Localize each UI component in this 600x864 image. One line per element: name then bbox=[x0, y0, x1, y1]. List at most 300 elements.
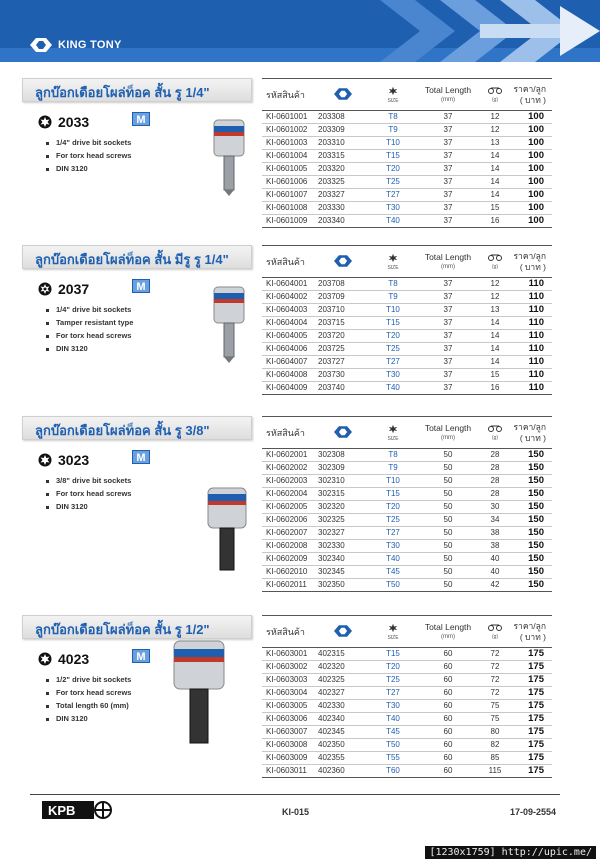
header-price bbox=[512, 417, 552, 449]
spec-list bbox=[46, 673, 131, 725]
total-length: 37 bbox=[418, 124, 478, 137]
item-code: 203310 bbox=[318, 137, 368, 150]
part-number: KI-0603002 bbox=[262, 661, 318, 674]
part-number: KI-0601001 bbox=[262, 111, 318, 124]
header-price bbox=[512, 616, 552, 648]
total-length: 50 bbox=[418, 449, 478, 462]
header-weight bbox=[478, 246, 512, 278]
header-size bbox=[368, 246, 418, 278]
weight: 13 bbox=[478, 304, 512, 317]
price-label: ราคา/ลูก bbox=[513, 421, 546, 432]
torx-size: T40 bbox=[368, 382, 418, 395]
table-row bbox=[262, 648, 552, 661]
total-length: 37 bbox=[418, 317, 478, 330]
weight: 72 bbox=[478, 687, 512, 700]
price: 150 bbox=[512, 462, 552, 475]
header-weight bbox=[478, 79, 512, 111]
product-code: 2037 bbox=[58, 281, 90, 297]
price: 150 bbox=[512, 527, 552, 540]
length-label: Total Length bbox=[424, 251, 472, 262]
product-section-3023 bbox=[0, 416, 600, 596]
product-code: 3023 bbox=[58, 452, 90, 468]
price: 100 bbox=[512, 215, 552, 228]
spec-list bbox=[46, 136, 131, 175]
spec-item: DIN 3120 bbox=[46, 500, 131, 513]
item-code: 203308 bbox=[318, 111, 368, 124]
table-row bbox=[262, 739, 552, 752]
price: 175 bbox=[512, 713, 552, 726]
item-code: 302350 bbox=[318, 579, 368, 592]
price: 100 bbox=[512, 124, 552, 137]
header-code: รหัสสินค้า bbox=[262, 246, 318, 278]
size-label: SIZE bbox=[387, 435, 399, 442]
item-code: 203320 bbox=[318, 163, 368, 176]
weight: 28 bbox=[478, 449, 512, 462]
torx-size: T25 bbox=[368, 176, 418, 189]
product-table bbox=[262, 245, 552, 395]
item-code: 203730 bbox=[318, 369, 368, 382]
price: 150 bbox=[512, 449, 552, 462]
price: 175 bbox=[512, 700, 552, 713]
weight: 75 bbox=[478, 700, 512, 713]
item-code: 203340 bbox=[318, 215, 368, 228]
torx-size: T15 bbox=[368, 648, 418, 661]
torx-size: T10 bbox=[368, 475, 418, 488]
item-code: 302309 bbox=[318, 462, 368, 475]
total-length: 50 bbox=[418, 540, 478, 553]
brand-logo bbox=[30, 36, 122, 54]
price: 175 bbox=[512, 739, 552, 752]
weight: 34 bbox=[478, 514, 512, 527]
spec-list bbox=[46, 474, 131, 513]
torx-size: T27 bbox=[368, 189, 418, 202]
price: 150 bbox=[512, 475, 552, 488]
total-length: 60 bbox=[418, 687, 478, 700]
torx-header-icon bbox=[388, 424, 398, 434]
item-code: 203727 bbox=[318, 356, 368, 369]
price: 110 bbox=[512, 278, 552, 291]
page-footer bbox=[30, 794, 560, 824]
price: 150 bbox=[512, 501, 552, 514]
metric-badge: M bbox=[132, 112, 150, 126]
part-number: KI-0601002 bbox=[262, 124, 318, 137]
weight: 16 bbox=[478, 215, 512, 228]
torx-size: T45 bbox=[368, 566, 418, 579]
total-length: 37 bbox=[418, 150, 478, 163]
section-title: ลูกบ๊อกเดือยโผล่ท็อค สั้น รู 1/4" bbox=[35, 85, 210, 100]
length-label: Total Length bbox=[424, 422, 472, 433]
total-length: 37 bbox=[418, 176, 478, 189]
torx-size: T20 bbox=[368, 330, 418, 343]
part-number: KI-0602002 bbox=[262, 462, 318, 475]
torx-size: T30 bbox=[368, 700, 418, 713]
price: 175 bbox=[512, 687, 552, 700]
table-row bbox=[262, 674, 552, 687]
price-label: ราคา/ลูก bbox=[513, 83, 546, 94]
item-code: 203710 bbox=[318, 304, 368, 317]
weight: 13 bbox=[478, 137, 512, 150]
torx-size: T55 bbox=[368, 752, 418, 765]
item-code: 302340 bbox=[318, 553, 368, 566]
part-number: KI-0601005 bbox=[262, 163, 318, 176]
price: 100 bbox=[512, 176, 552, 189]
weight: 14 bbox=[478, 189, 512, 202]
torx-size: T8 bbox=[368, 449, 418, 462]
bit-socket-image bbox=[200, 118, 260, 198]
torx-size: T25 bbox=[368, 343, 418, 356]
item-code: 402360 bbox=[318, 765, 368, 778]
table-header-row bbox=[262, 246, 552, 278]
brand-header-icon bbox=[334, 625, 352, 637]
total-length: 50 bbox=[418, 488, 478, 501]
weight: 14 bbox=[478, 343, 512, 356]
spec-item: DIN 3120 bbox=[46, 712, 131, 725]
length-label: Total Length bbox=[424, 621, 472, 632]
part-number: KI-0601009 bbox=[262, 215, 318, 228]
torx-header-icon bbox=[388, 623, 398, 633]
item-code: 302320 bbox=[318, 501, 368, 514]
part-number: KI-0604002 bbox=[262, 291, 318, 304]
size-label: SIZE bbox=[387, 97, 399, 104]
price: 150 bbox=[512, 540, 552, 553]
header-weight bbox=[478, 417, 512, 449]
spec-item: Tamper resistant type bbox=[46, 316, 133, 329]
total-length: 50 bbox=[418, 514, 478, 527]
product-table bbox=[262, 615, 552, 778]
table-row bbox=[262, 278, 552, 291]
header-code: รหัสสินค้า bbox=[262, 616, 318, 648]
product-code-row bbox=[38, 651, 89, 667]
part-number: KI-0604009 bbox=[262, 382, 318, 395]
table-row bbox=[262, 369, 552, 382]
part-number: KI-0602006 bbox=[262, 514, 318, 527]
part-number: KI-0603001 bbox=[262, 648, 318, 661]
total-length: 37 bbox=[418, 356, 478, 369]
weight-unit: (g) bbox=[491, 633, 499, 640]
spec-item: For torx head screws bbox=[46, 487, 131, 500]
part-number: KI-0602003 bbox=[262, 475, 318, 488]
part-number: KI-0602001 bbox=[262, 449, 318, 462]
bottom-bar bbox=[0, 842, 600, 864]
weight: 80 bbox=[478, 726, 512, 739]
torx-icon bbox=[38, 652, 52, 666]
total-length: 37 bbox=[418, 330, 478, 343]
spec-item: 1/2" drive bit sockets bbox=[46, 673, 131, 686]
weight: 85 bbox=[478, 752, 512, 765]
table-row bbox=[262, 765, 552, 778]
total-length: 60 bbox=[418, 765, 478, 778]
brand-header-icon bbox=[334, 426, 352, 438]
total-length: 37 bbox=[418, 163, 478, 176]
total-length: 60 bbox=[418, 700, 478, 713]
kpb-logo-text: KPB bbox=[48, 803, 76, 818]
price: 100 bbox=[512, 150, 552, 163]
table-row bbox=[262, 163, 552, 176]
price: 150 bbox=[512, 553, 552, 566]
product-section-2037 bbox=[0, 245, 600, 395]
price: 110 bbox=[512, 317, 552, 330]
total-length: 60 bbox=[418, 661, 478, 674]
price: 100 bbox=[512, 137, 552, 150]
part-number: KI-0604005 bbox=[262, 330, 318, 343]
torx-size: T40 bbox=[368, 713, 418, 726]
part-number: KI-0604007 bbox=[262, 356, 318, 369]
part-number: KI-0602004 bbox=[262, 488, 318, 501]
header-weight bbox=[478, 616, 512, 648]
table-row bbox=[262, 304, 552, 317]
table-row bbox=[262, 317, 552, 330]
scale-icon bbox=[488, 254, 502, 262]
size-label: SIZE bbox=[387, 634, 399, 641]
torx-size: T50 bbox=[368, 579, 418, 592]
header-length bbox=[418, 417, 478, 449]
weight: 14 bbox=[478, 176, 512, 189]
table-row bbox=[262, 137, 552, 150]
item-code: 302310 bbox=[318, 475, 368, 488]
brand-header-icon bbox=[334, 88, 352, 100]
spec-item: For torx head screws bbox=[46, 686, 131, 699]
section-title-bar bbox=[22, 615, 252, 639]
price: 150 bbox=[512, 514, 552, 527]
table-row bbox=[262, 176, 552, 189]
price: 110 bbox=[512, 291, 552, 304]
product-code-row bbox=[38, 452, 89, 468]
table-row bbox=[262, 726, 552, 739]
header-brand bbox=[318, 79, 368, 111]
price: 175 bbox=[512, 648, 552, 661]
total-length: 37 bbox=[418, 291, 478, 304]
kpb-logo bbox=[42, 801, 112, 819]
table-row bbox=[262, 356, 552, 369]
total-length: 60 bbox=[418, 648, 478, 661]
weight: 28 bbox=[478, 488, 512, 501]
weight: 14 bbox=[478, 356, 512, 369]
price: 150 bbox=[512, 579, 552, 592]
item-code: 402325 bbox=[318, 674, 368, 687]
weight: 14 bbox=[478, 330, 512, 343]
weight-unit: (g) bbox=[491, 434, 499, 441]
part-number: KI-0603011 bbox=[262, 765, 318, 778]
total-length: 37 bbox=[418, 382, 478, 395]
torx-size: T30 bbox=[368, 540, 418, 553]
watermark: [1230x1759] http://upic.me/ bbox=[425, 846, 596, 859]
table-row bbox=[262, 566, 552, 579]
price: 150 bbox=[512, 488, 552, 501]
weight: 72 bbox=[478, 674, 512, 687]
part-number: KI-0601003 bbox=[262, 137, 318, 150]
price-unit: ( บาท ) bbox=[519, 631, 546, 642]
item-code: 302308 bbox=[318, 449, 368, 462]
part-number: KI-0603006 bbox=[262, 713, 318, 726]
part-number: KI-0602011 bbox=[262, 579, 318, 592]
torx-size: T30 bbox=[368, 202, 418, 215]
scale-icon bbox=[488, 87, 502, 95]
torx-size: T20 bbox=[368, 163, 418, 176]
weight: 30 bbox=[478, 501, 512, 514]
price: 110 bbox=[512, 330, 552, 343]
weight: 14 bbox=[478, 163, 512, 176]
torx-size: T9 bbox=[368, 291, 418, 304]
item-code: 203315 bbox=[318, 150, 368, 163]
part-number: KI-0602005 bbox=[262, 501, 318, 514]
total-length: 50 bbox=[418, 475, 478, 488]
weight: 12 bbox=[478, 291, 512, 304]
torx-size: T60 bbox=[368, 765, 418, 778]
product-code: 2033 bbox=[58, 114, 90, 130]
king-tony-logo-icon bbox=[30, 38, 52, 52]
item-code: 402327 bbox=[318, 687, 368, 700]
item-code: 402315 bbox=[318, 648, 368, 661]
header-length bbox=[418, 79, 478, 111]
part-number: KI-0604008 bbox=[262, 369, 318, 382]
torx-icon bbox=[38, 453, 52, 467]
torx-size: T27 bbox=[368, 687, 418, 700]
spec-item: Total length 60 (mm) bbox=[46, 699, 131, 712]
part-number: KI-0603007 bbox=[262, 726, 318, 739]
torx-size: T15 bbox=[368, 488, 418, 501]
table-row bbox=[262, 540, 552, 553]
page-code: KI-015 bbox=[282, 807, 310, 817]
product-section-2033 bbox=[0, 78, 600, 228]
spec-item: 1/4" drive bit sockets bbox=[46, 303, 133, 316]
total-length: 37 bbox=[418, 304, 478, 317]
price: 175 bbox=[512, 674, 552, 687]
total-length: 60 bbox=[418, 713, 478, 726]
table-row bbox=[262, 488, 552, 501]
spec-item: For torx head screws bbox=[46, 329, 133, 342]
product-section-4023 bbox=[0, 615, 600, 790]
item-code: 402350 bbox=[318, 739, 368, 752]
table-row bbox=[262, 661, 552, 674]
section-title: ลูกบ๊อกเดือยโผล่ท็อค สั้น รู 1/2" bbox=[35, 622, 210, 637]
table-row bbox=[262, 449, 552, 462]
price: 110 bbox=[512, 343, 552, 356]
torx-size: T30 bbox=[368, 369, 418, 382]
price: 150 bbox=[512, 566, 552, 579]
torx-size: T15 bbox=[368, 317, 418, 330]
header-code: รหัสสินค้า bbox=[262, 417, 318, 449]
chevron-arrows-decoration bbox=[360, 0, 600, 62]
metric-badge: M bbox=[132, 279, 150, 293]
metric-badge: M bbox=[132, 649, 150, 663]
weight: 28 bbox=[478, 475, 512, 488]
total-length: 37 bbox=[418, 111, 478, 124]
section-title: ลูกบ๊อกเดือยโผล่ท็อค สั้น รู 3/8" bbox=[35, 423, 210, 438]
torx-size: T8 bbox=[368, 278, 418, 291]
total-length: 37 bbox=[418, 137, 478, 150]
weight-unit: (g) bbox=[491, 263, 499, 270]
weight: 15 bbox=[478, 369, 512, 382]
spec-item: For torx head screws bbox=[46, 149, 131, 162]
table-row bbox=[262, 514, 552, 527]
part-number: KI-0602008 bbox=[262, 540, 318, 553]
table-row bbox=[262, 150, 552, 163]
scale-icon bbox=[488, 425, 502, 433]
spec-item: DIN 3120 bbox=[46, 342, 133, 355]
weight: 12 bbox=[478, 124, 512, 137]
total-length: 50 bbox=[418, 579, 478, 592]
weight-unit: (g) bbox=[491, 96, 499, 103]
part-number: KI-0601008 bbox=[262, 202, 318, 215]
length-unit: (mm) bbox=[441, 633, 455, 640]
metric-badge: M bbox=[132, 450, 150, 464]
item-code: 302345 bbox=[318, 566, 368, 579]
header-code: รหัสสินค้า bbox=[262, 79, 318, 111]
item-code: 203720 bbox=[318, 330, 368, 343]
item-code: 203327 bbox=[318, 189, 368, 202]
price: 110 bbox=[512, 382, 552, 395]
weight: 28 bbox=[478, 462, 512, 475]
section-title-bar bbox=[22, 245, 252, 269]
product-code-row bbox=[38, 281, 89, 297]
weight: 38 bbox=[478, 527, 512, 540]
spec-list bbox=[46, 303, 133, 355]
header-brand bbox=[318, 246, 368, 278]
weight: 82 bbox=[478, 739, 512, 752]
total-length: 60 bbox=[418, 752, 478, 765]
header-size bbox=[368, 417, 418, 449]
torx-size: T25 bbox=[368, 514, 418, 527]
weight: 115 bbox=[478, 765, 512, 778]
total-length: 37 bbox=[418, 278, 478, 291]
part-number: KI-0602007 bbox=[262, 527, 318, 540]
product-table bbox=[262, 78, 552, 228]
total-length: 60 bbox=[418, 739, 478, 752]
table-header-row bbox=[262, 417, 552, 449]
price: 175 bbox=[512, 726, 552, 739]
table-row bbox=[262, 382, 552, 395]
price-label: ราคา/ลูก bbox=[513, 620, 546, 631]
torx-size: T40 bbox=[368, 553, 418, 566]
price-unit: ( บาท ) bbox=[519, 94, 546, 105]
price: 110 bbox=[512, 356, 552, 369]
torx-size: T8 bbox=[368, 111, 418, 124]
item-code: 302327 bbox=[318, 527, 368, 540]
weight: 16 bbox=[478, 382, 512, 395]
item-code: 203725 bbox=[318, 343, 368, 356]
spec-item: 1/4" drive bit sockets bbox=[46, 136, 131, 149]
weight: 40 bbox=[478, 566, 512, 579]
price: 100 bbox=[512, 163, 552, 176]
header-size bbox=[368, 616, 418, 648]
bit-socket-image bbox=[160, 639, 240, 749]
price-unit: ( บาท ) bbox=[519, 432, 546, 443]
torx-header-icon bbox=[388, 86, 398, 96]
torx-size: T40 bbox=[368, 215, 418, 228]
price: 175 bbox=[512, 765, 552, 778]
item-code: 402320 bbox=[318, 661, 368, 674]
torx-size: T10 bbox=[368, 304, 418, 317]
price-label: ราคา/ลูก bbox=[513, 250, 546, 261]
total-length: 50 bbox=[418, 462, 478, 475]
section-title-bar bbox=[22, 416, 252, 440]
header-brand bbox=[318, 417, 368, 449]
part-number: KI-0601007 bbox=[262, 189, 318, 202]
total-length: 50 bbox=[418, 527, 478, 540]
total-length: 37 bbox=[418, 202, 478, 215]
weight: 15 bbox=[478, 202, 512, 215]
total-length: 50 bbox=[418, 566, 478, 579]
header-length bbox=[418, 616, 478, 648]
torx-size: T15 bbox=[368, 150, 418, 163]
torx-tamper-icon bbox=[38, 282, 52, 296]
table-row bbox=[262, 553, 552, 566]
table-row bbox=[262, 111, 552, 124]
total-length: 37 bbox=[418, 189, 478, 202]
torx-size: T10 bbox=[368, 137, 418, 150]
product-table bbox=[262, 416, 552, 592]
scale-icon bbox=[488, 624, 502, 632]
